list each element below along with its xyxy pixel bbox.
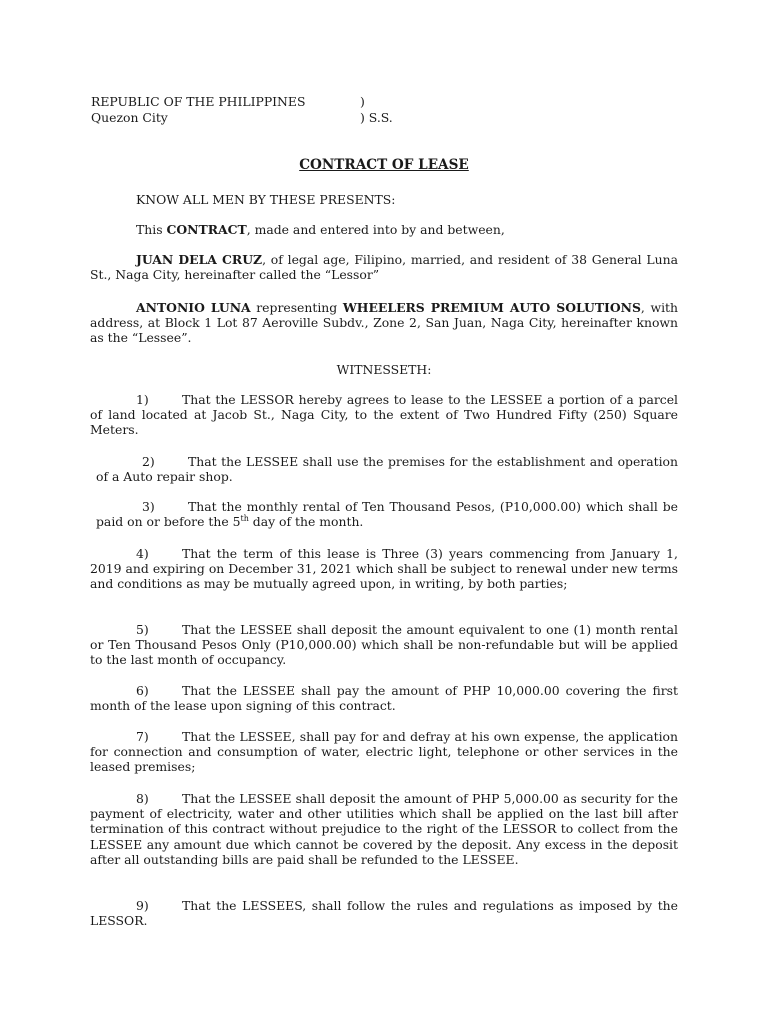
lessee-details: , with address, at Block 1 Lot 87 Aeroville Subdv., Zone 2, San Juan, Naga City, hereinafter known as the “Lessee”.: [90, 300, 679, 346]
clause-3: [96, 499, 678, 529]
lessee-company: WHEELERS PREMIUM AUTO SOLUTIONS: [342, 300, 641, 315]
clause-text: That the LESSEE shall deposit the amount of PHP 5,000.00 as security for the payment of electricity, water and other utilities which shall be applied on the last bill after termination of this contract without prejudice to the right of the LESSOR to collect from the LESSEE any amount due which cannot be covered by the deposit. Any excess in the deposit after all outstanding bills are paid shall be refunded to the LESSEE.: [90, 791, 678, 867]
clause-number: 3): [142, 499, 155, 514]
clause-text-post: day of the month.: [248, 514, 364, 530]
clause-text: That the term of this lease is Three (3) years commencing from January 1, 2019 and expiring on December 31, 2021 which shall be subject to renewal under new terms and conditions as may be mutually agreed upon, in writing, by both parties;: [90, 546, 678, 592]
witnesseth-heading: WITNESSETH:: [336, 362, 432, 377]
clause-9: [90, 898, 678, 928]
clause-2: [96, 454, 678, 484]
clause-number: 6): [136, 683, 149, 698]
clause-text: That the LESSEE shall deposit the amount equivalent to one (1) month rental or Ten Thousand Pesos Only (P10,000.00) which shall be non-refundable but will be applied to the last month of occupancy.: [90, 622, 678, 668]
document-title: CONTRACT OF LEASE: [299, 157, 469, 173]
header-country-mark: ): [360, 94, 365, 109]
clause-7: [90, 729, 678, 775]
header-city: Quezon City: [91, 110, 168, 125]
header-city-mark: ) S.S.: [360, 110, 393, 125]
party1-paragraph: [90, 252, 678, 282]
clause-number: 7): [136, 729, 149, 744]
opening-bold: CONTRACT: [166, 222, 247, 237]
clause-text: That the LESSEES, shall follow the rules and regulations as imposed by the LESSOR.: [90, 898, 678, 929]
lessor-name: JUAN DELA CRUZ: [136, 252, 263, 267]
header-country: REPUBLIC OF THE PHILIPPINES: [91, 94, 306, 109]
clause-4: [90, 546, 678, 592]
opening-pre: This: [136, 222, 167, 237]
lessee-name: ANTONIO LUNA: [136, 300, 251, 315]
clause-text: That the LESSOR hereby agrees to lease to the LESSEE a portion of a parcel of land located at Jacob St., Naga City, to the extent of Two Hundred Fifty (250) Square Meters.: [90, 392, 678, 438]
clause-8: [90, 791, 678, 867]
opening-post: , made and entered into by and between,: [246, 222, 505, 237]
clause-number: 9): [136, 898, 149, 913]
clause-number: 5): [136, 622, 149, 637]
lessor-details: , of legal age, Filipino, married, and resident of 38 General Luna St., Naga City, hereinafter called the “Lessor”: [90, 252, 678, 283]
clause-number: 1): [136, 392, 149, 407]
clause-number: 4): [136, 546, 149, 561]
clause-number: 8): [136, 791, 149, 806]
party2-paragraph: [90, 300, 678, 346]
intro-text: KNOW ALL MEN BY THESE PRESENTS:: [136, 192, 396, 207]
clause-1: [90, 392, 678, 438]
clause-text: That the LESSEE shall use the premises for the establishment and operation of a Auto repair shop.: [96, 454, 678, 485]
lessee-mid: representing: [250, 300, 343, 315]
clause-5: [90, 622, 678, 668]
clause-6: [90, 683, 678, 713]
opening-paragraph: [90, 222, 678, 237]
clause-sup: th: [240, 514, 249, 524]
clause-text: That the monthly rental of Ten Thousand Pesos, (P10,000.00) which shall be paid on or before the 5: [96, 499, 678, 530]
clause-number: 2): [142, 454, 155, 469]
clause-text: That the LESSEE, shall pay for and defray at his own expense, the application for connection and consumption of water, electric light, telephone or other services in the leased premises;: [90, 729, 678, 775]
clause-text: That the LESSEE shall pay the amount of PHP 10,000.00 covering the first month of the lease upon signing of this contract.: [90, 683, 678, 714]
intro-paragraph: [90, 192, 678, 207]
